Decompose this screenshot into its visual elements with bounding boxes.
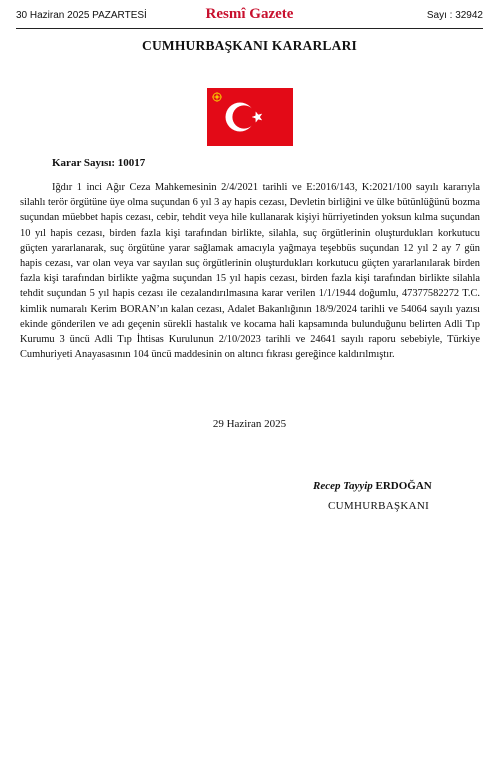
- signatory-last-name: ERDOĞAN: [375, 480, 432, 492]
- turkish-flag-icon: [207, 88, 293, 146]
- signatory-title: CUMHURBAŞKANI: [328, 500, 430, 512]
- decision-number: Karar Sayısı: 10017: [52, 157, 146, 169]
- section-title: CUMHURBAŞKANI KARARLARI: [142, 38, 357, 53]
- header-date: 30 Haziran 2025 PAZARTESİ: [16, 10, 147, 21]
- issue-number: Sayı : 32942: [426, 10, 483, 21]
- gazette-header: [16, 6, 483, 26]
- signatory-first-name: Recep Tayyip: [313, 480, 376, 492]
- decision-date: 29 Haziran 2025: [212, 418, 287, 430]
- header-divider: [16, 28, 483, 29]
- decision-body: Iğdır 1 inci Ağır Ceza Mahkemesinin 2/4/2021 tarihli ve E:2016/143, K:2021/100 sayılı kararıyla silahlı terör örgütüne üye olma suçundan 6 yıl 3 ay hapis cezası, Devletin birliğini ve ülke bütünlüğünü bozma suçundan müebbet hapis cezası, cebir, tehdit veya hile kullanarak kişiyi hürriyetinden yoksun kılma suçundan 10 yıl hapis cezası, birden fazla kişi tarafından birlikte, silahla, suç örgütlerinin oluşturdukları korkutucu güçten yararlanarak, suç örgütüne yarar sağlamak amacıyla yağmaya teşebbüs suçundan 12 yıl 2 ay 7 gün hapis cezası, var olan veya var sayılan suç örgütlerinin oluşturdukları korkutucu güçten yararlanılarak birden fazla kişi tarafından birlikte yağma suçundan 15 yıl hapis cezası, birden fazla kişi tarafından birlikte silahla tehdit suçundan 5 yıl hapis cezası ile cezalandırılmasına karar verilen 1/1/1944 doğumlu, 47377582272 T.C. kimlik numaralı Kerim BORAN’ın kalan cezası, Adalet Bakanlığının 18/9/2024 tarihli ve 54064 sayılı yazısı ekinde gönderilen ve adı geçenin sürekli hastalık ve kocama hali kapsamında bulunduğunu belirten Adli Tıp Kurumu 3 üncü Adli Tıp İhtisas Kurulunun 2/10/2023 tarihli ve 24641 sayılı raporu sebebiyle, Türkiye Cumhuriyeti Anayasasının 104 üncü maddesinin on altıncı fıkrası gereğince kaldırılmıştır.: [20, 182, 480, 361]
- signatory-name: [313, 480, 432, 492]
- gazette-title: Resmî Gazete: [205, 6, 294, 22]
